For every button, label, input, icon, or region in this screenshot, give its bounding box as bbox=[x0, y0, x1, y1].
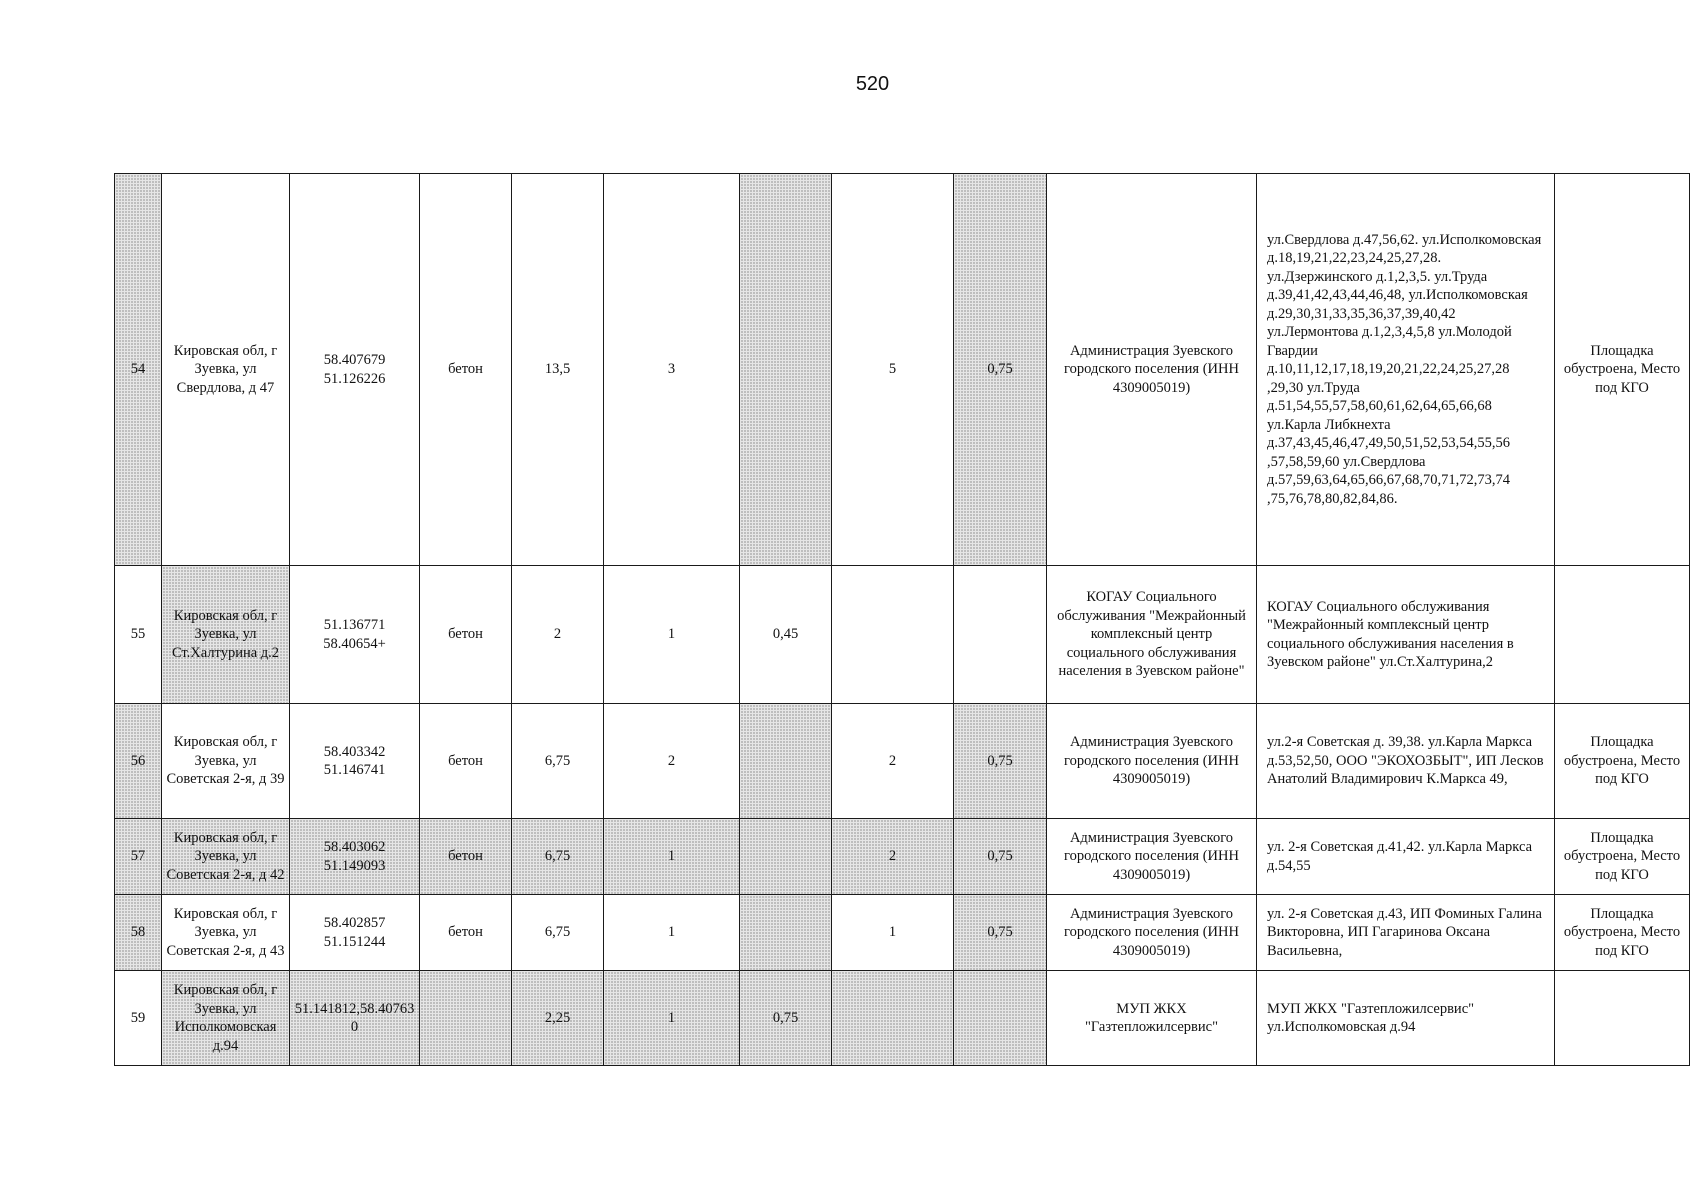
surface-type: бетон bbox=[420, 174, 512, 566]
surface-type: бетон bbox=[420, 704, 512, 819]
site-note: Площадка обустроена, Место под КГО bbox=[1555, 704, 1690, 819]
table-row bbox=[115, 566, 1690, 704]
waste-sources: КОГАУ Социального обслуживания "Межрайонный комплексный центр социального обслуживания населения в Зуевском районе" ул.Ст.Халтурина,2 bbox=[1257, 566, 1555, 704]
container-count-2: 5 bbox=[832, 174, 954, 566]
site-area: 6,75 bbox=[512, 704, 604, 819]
site-owner: Администрация Зуевского городского поселения (ИНН 4309005019) bbox=[1047, 174, 1257, 566]
site-coordinates: 58.403342 51.146741 bbox=[290, 704, 420, 819]
site-address: Кировская обл, г Зуевка, ул Исполкомовская д.94 bbox=[162, 971, 290, 1066]
site-note bbox=[1555, 566, 1690, 704]
container-volume: 0,45 bbox=[740, 566, 832, 704]
container-volume-2: 0,75 bbox=[954, 704, 1047, 819]
container-count: 2 bbox=[604, 704, 740, 819]
site-address: Кировская обл, г Зуевка, ул Ст.Халтурина д.2 bbox=[162, 566, 290, 704]
container-count: 1 bbox=[604, 895, 740, 971]
container-volume-2 bbox=[954, 566, 1047, 704]
container-count: 1 bbox=[604, 566, 740, 704]
container-volume-2 bbox=[954, 971, 1047, 1066]
container-volume bbox=[740, 895, 832, 971]
table-row bbox=[115, 971, 1690, 1066]
surface-type: бетон bbox=[420, 895, 512, 971]
site-area: 2 bbox=[512, 566, 604, 704]
container-volume bbox=[740, 704, 832, 819]
site-area: 6,75 bbox=[512, 895, 604, 971]
container-count: 3 bbox=[604, 174, 740, 566]
site-address: Кировская обл, г Зуевка, ул Советская 2-я, д 39 bbox=[162, 704, 290, 819]
row-number: 57 bbox=[115, 819, 162, 895]
table-row bbox=[115, 704, 1690, 819]
site-address: Кировская обл, г Зуевка, ул Советская 2-я, д 43 bbox=[162, 895, 290, 971]
waste-sites-table bbox=[114, 173, 1690, 1066]
container-volume bbox=[740, 819, 832, 895]
site-area: 6,75 bbox=[512, 819, 604, 895]
container-volume-2: 0,75 bbox=[954, 174, 1047, 566]
container-count-2 bbox=[832, 566, 954, 704]
site-owner: МУП ЖКХ "Газтепложилсервис" bbox=[1047, 971, 1257, 1066]
site-address: Кировская обл, г Зуевка, ул Советская 2-я, д 42 bbox=[162, 819, 290, 895]
table-row bbox=[115, 819, 1690, 895]
container-count-2: 2 bbox=[832, 819, 954, 895]
site-coordinates: 51.141812,58.407630 bbox=[290, 971, 420, 1066]
site-note: Площадка обустроена, Место под КГО bbox=[1555, 819, 1690, 895]
surface-type bbox=[420, 971, 512, 1066]
row-number: 58 bbox=[115, 895, 162, 971]
site-coordinates: 58.402857 51.151244 bbox=[290, 895, 420, 971]
site-address: Кировская обл, г Зуевка, ул Свердлова, д 47 bbox=[162, 174, 290, 566]
container-count: 1 bbox=[604, 819, 740, 895]
site-owner: Администрация Зуевского городского поселения (ИНН 4309005019) bbox=[1047, 704, 1257, 819]
container-volume-2: 0,75 bbox=[954, 819, 1047, 895]
waste-sources: ул.Свердлова д.47,56,62. ул.Исполкомовская д.18,19,21,22,23,24,25,27,28. ул.Дзержинского д.1,2,3,5. ул.Труда д.39,41,42,43,44,46,48, ул.Исполкомовская д.29,30,31,33,35,36,37,39,40,42 ул.Лермонтова д.1,2,3,4,5,8 ул.Молодой Гвардии д.10,11,12,17,18,19,20,21,22,24,25,27,28 ,29,30 ул.Труда д.51,54,55,57,58,60,61,62,64,65,66,68 ул.Карла Либкнехта д.37,43,45,46,47,49,50,51,52,53,54,55,56 ,57,58,59,60 ул.Свердлова д.57,59,63,64,65,66,67,68,70,71,72,73,74 ,75,76,78,80,82,84,86. bbox=[1257, 174, 1555, 566]
container-count: 1 bbox=[604, 971, 740, 1066]
container-count-2: 1 bbox=[832, 895, 954, 971]
site-note bbox=[1555, 971, 1690, 1066]
row-number: 59 bbox=[115, 971, 162, 1066]
site-coordinates: 58.407679 51.126226 bbox=[290, 174, 420, 566]
site-note: Площадка обустроена, Место под КГО bbox=[1555, 174, 1690, 566]
row-number: 55 bbox=[115, 566, 162, 704]
site-owner: КОГАУ Социального обслуживания "Межрайонный комплексный центр социального обслуживания населения в Зуевском районе" bbox=[1047, 566, 1257, 704]
container-volume: 0,75 bbox=[740, 971, 832, 1066]
site-coordinates: 51.136771 58.40654+ bbox=[290, 566, 420, 704]
waste-sources: ул.2-я Советская д. 39,38. ул.Карла Маркса д.53,52,50, ООО "ЭКОХОЗБЫТ", ИП Лесков Анатолий Владимирович К.Маркса 49, bbox=[1257, 704, 1555, 819]
waste-sources: ул. 2-я Советская д.43, ИП Фоминых Галина Викторовна, ИП Гагаринова Оксана Васильевна, bbox=[1257, 895, 1555, 971]
row-number: 54 bbox=[115, 174, 162, 566]
row-number: 56 bbox=[115, 704, 162, 819]
table-row bbox=[115, 895, 1690, 971]
waste-sources: ул. 2-я Советская д.41,42. ул.Карла Маркса д.54,55 bbox=[1257, 819, 1555, 895]
site-area: 13,5 bbox=[512, 174, 604, 566]
container-volume-2: 0,75 bbox=[954, 895, 1047, 971]
container-count-2 bbox=[832, 971, 954, 1066]
site-coordinates: 58.403062 51.149093 bbox=[290, 819, 420, 895]
container-volume bbox=[740, 174, 832, 566]
site-note: Площадка обустроена, Место под КГО bbox=[1555, 895, 1690, 971]
waste-sources: МУП ЖКХ "Газтепложилсервис" ул.Исполкомовская д.94 bbox=[1257, 971, 1555, 1066]
site-area: 2,25 bbox=[512, 971, 604, 1066]
site-owner: Администрация Зуевского городского поселения (ИНН 4309005019) bbox=[1047, 895, 1257, 971]
table-row bbox=[115, 174, 1690, 566]
surface-type: бетон bbox=[420, 819, 512, 895]
container-count-2: 2 bbox=[832, 704, 954, 819]
site-owner: Администрация Зуевского городского поселения (ИНН 4309005019) bbox=[1047, 819, 1257, 895]
surface-type: бетон bbox=[420, 566, 512, 704]
page-number: 520 bbox=[855, 73, 890, 95]
